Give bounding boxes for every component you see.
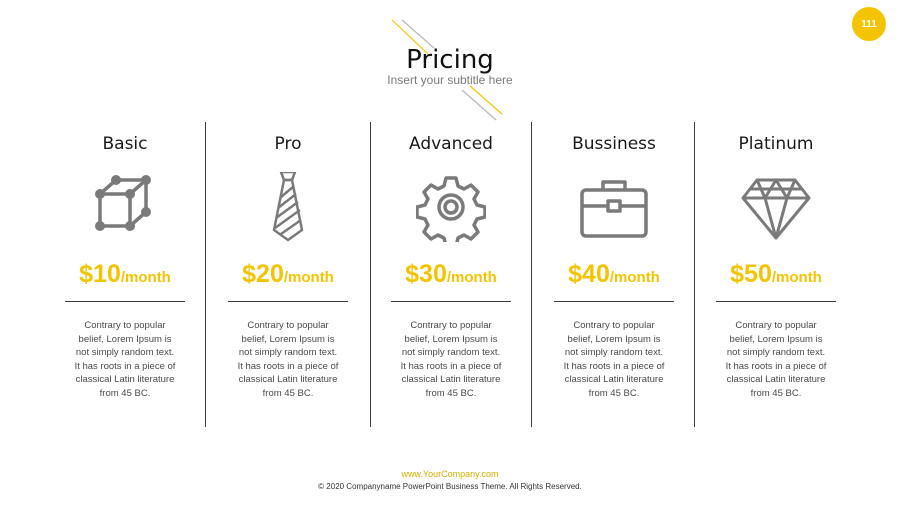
price-amount: $30 (405, 260, 447, 288)
column-divider (205, 122, 206, 427)
price-amount: $10 (79, 260, 121, 288)
plan-price (544, 260, 684, 289)
plan-name: Basic (102, 134, 148, 154)
plan-description: Contrary to popular belief, Lorem Ipsum is not simply random text. It has roots in a piece of classical Latin literature from 45 BC. (725, 320, 827, 399)
cube-icon (90, 172, 160, 242)
price-unit: /month (771, 269, 822, 286)
page-title: Pricing (406, 45, 494, 75)
price-amount: $50 (730, 260, 772, 288)
price-unit: /month (609, 269, 660, 286)
plan-description: Contrary to popular belief, Lorem Ipsum is not simply random text. It has roots in a piece of classical Latin literature from 45 BC. (237, 320, 339, 399)
plan-price (381, 260, 521, 289)
plan-name: Bussiness (572, 134, 656, 154)
plan-rule (228, 301, 348, 302)
plan-card-advanced (381, 122, 521, 427)
plan-card-pro (218, 122, 358, 427)
plan-card-bussiness (544, 122, 684, 427)
title-decoration-bottom (460, 84, 506, 124)
plan-card-platinum (706, 122, 846, 427)
gear-icon (416, 172, 486, 242)
diamond-icon (741, 172, 811, 242)
price-unit: /month (446, 269, 497, 286)
column-divider (370, 122, 371, 427)
plan-name: Advanced (409, 134, 493, 154)
plan-description: Contrary to popular belief, Lorem Ipsum is not simply random text. It has roots in a piece of classical Latin literature from 45 BC. (74, 320, 176, 399)
footer-url-link[interactable]: www.YourCompany.com (401, 469, 499, 479)
plan-price (55, 260, 195, 289)
plan-rule (716, 301, 836, 302)
plan-price (706, 260, 846, 289)
plan-card-basic (55, 122, 195, 427)
plan-rule (65, 301, 185, 302)
column-divider (531, 122, 532, 427)
plan-description: Contrary to popular belief, Lorem Ipsum is not simply random text. It has roots in a piece of classical Latin literature from 45 BC. (563, 320, 665, 399)
tie-icon (253, 172, 323, 242)
briefcase-icon (579, 172, 649, 242)
page-subtitle: Insert your subtitle here (387, 73, 513, 87)
plan-rule (391, 301, 511, 302)
plan-name: Platinum (738, 134, 814, 154)
price-unit: /month (120, 269, 171, 286)
footer-copyright: © 2020 Companyname PowerPoint Business Theme. All Rights Reserved. (318, 482, 582, 491)
price-amount: $20 (242, 260, 284, 288)
plan-description: Contrary to popular belief, Lorem Ipsum is not simply random text. It has roots in a piece of classical Latin literature from 45 BC. (400, 320, 502, 399)
price-amount: $40 (568, 260, 610, 288)
page-number-badge: 111 (852, 7, 886, 41)
column-divider (694, 122, 695, 427)
plan-price (218, 260, 358, 289)
price-unit: /month (283, 269, 334, 286)
plan-rule (554, 301, 674, 302)
plan-name: Pro (274, 134, 302, 154)
